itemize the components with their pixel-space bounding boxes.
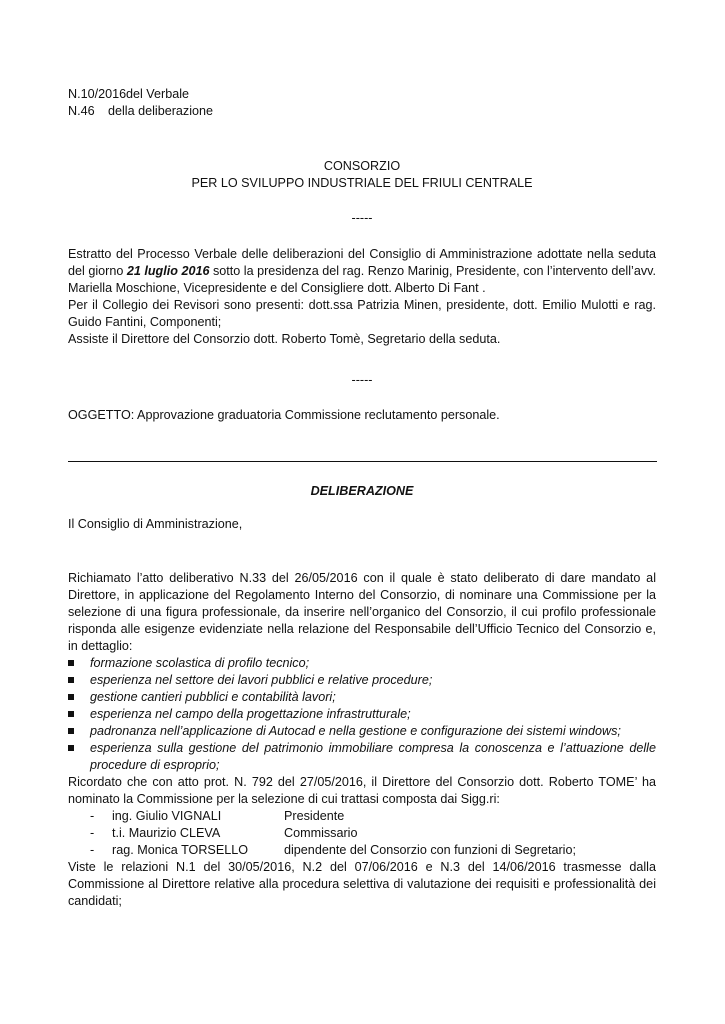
deliberazione-title <box>68 483 656 500</box>
bullet-square-icon <box>68 745 74 751</box>
dash-bullet: - <box>90 809 95 823</box>
member-name: ing. Giulio VIGNALI <box>112 809 222 823</box>
commission-members <box>68 808 656 859</box>
ricordato-paragraph: Ricordato che con atto prot. N. 792 del 27/05/2016, il Direttore del Consorzio dott. Roberto TOME’ ha nominato la Commissione per la selezione di cui trattasi composta dai Sigg.ri: <box>68 775 656 806</box>
member-row <box>68 808 656 825</box>
bullet-square-icon <box>68 711 74 717</box>
meeting-date: 21 luglio 2016 <box>126 264 210 278</box>
title-line-1: CONSORZIO <box>323 159 401 173</box>
separator-1: ----- <box>351 211 373 225</box>
dash-bullet: - <box>90 843 95 857</box>
member-name: rag. Monica TORSELLO <box>112 843 249 857</box>
consortium-title <box>68 158 656 192</box>
intro-text-b: sotto la presidenza del rag. Renzo Marinig, Presidente, con l’intervento dell’avv. Mariella Moschione, Vicepresidente e del Consigliere dott. Alberto Di Fant . <box>68 264 656 295</box>
list-item: padronanza nell’applicazione di Autocad e nella gestione e configurazione dei sistemi windows; <box>68 723 656 740</box>
title-line-2: PER LO SVILUPPO INDUSTRIALE DEL FRIULI CENTRALE <box>191 176 533 190</box>
member-row <box>68 825 656 842</box>
separator-2: ----- <box>351 373 373 387</box>
richiamato-paragraph: Richiamato l’atto deliberativo N.33 del 26/05/2016 con il quale è stato deliberato di dare mandato al Direttore, in applicazione del Regolamento Interno del Consorzio, di nominare una Commissione per la selezione di una figura professionale, da inserire nell’organico del Consorzio, il cui profilo professionale risponda alle esigenze evidenziate nella relazione del Responsabile dell’Ufficio Tecnico del Consorzio e, in dettaglio: <box>68 571 656 653</box>
deliberazione-heading: DELIBERAZIONE <box>310 484 414 498</box>
intro-section <box>68 246 656 348</box>
member-role: Presidente <box>284 809 345 823</box>
horizontal-rule <box>68 461 657 462</box>
main-body <box>68 570 656 910</box>
oggetto-line: OGGETTO: Approvazione graduatoria Commissione reclutamento personale. <box>68 408 500 422</box>
viste-paragraph: Viste le relazioni N.1 del 30/05/2016, N.2 del 07/06/2016 e N.3 del 14/06/2016 trasmesse dalla Commissione al Direttore relative alla procedura selettiva di valutazione dei requisiti e professionalità dei candidati; <box>68 860 656 908</box>
verbale-label: del Verbale <box>126 87 190 101</box>
requirements-list <box>68 655 656 774</box>
member-name: t.i. Maurizio CLEVA <box>112 826 221 840</box>
verbale-number: N.10/2016 <box>68 87 127 101</box>
list-item: esperienza nel settore dei lavori pubblici e relative procedure; <box>68 672 656 689</box>
delib-label: della deliberazione <box>108 104 214 118</box>
bullet-square-icon <box>68 694 74 700</box>
member-role: dipendente del Consorzio con funzioni di Segretario; <box>284 843 576 857</box>
member-role: Commissario <box>284 826 358 840</box>
bullet-square-icon <box>68 728 74 734</box>
bullet-square-icon <box>68 677 74 683</box>
delib-number: N.46 <box>68 104 95 118</box>
document-header <box>68 86 656 120</box>
member-row <box>68 842 656 859</box>
consiglio-line: Il Consiglio di Amministrazione, <box>68 517 243 531</box>
list-item: gestione cantieri pubblici e contabilità lavori; <box>68 689 656 706</box>
list-item: esperienza nel campo della progettazione infrastrutturale; <box>68 706 656 723</box>
bullet-square-icon <box>68 660 74 666</box>
list-item: formazione scolastica di profilo tecnico; <box>68 655 656 672</box>
dash-bullet: - <box>90 826 95 840</box>
list-item: esperienza sulla gestione del patrimonio immobiliare compresa la conoscenza e l’attuazione delle procedure di esproprio; <box>68 740 656 774</box>
intro-paragraph-3: Assiste il Direttore del Consorzio dott. Roberto Tomè, Segretario della seduta. <box>68 332 501 346</box>
intro-paragraph-2: Per il Collegio dei Revisori sono presenti: dott.ssa Patrizia Minen, presidente, dott. Emilio Mulotti e rag. Guido Fantini, Componenti; <box>68 298 656 329</box>
intro-paragraph-1 <box>68 246 656 297</box>
intro-text-a: Estratto del Processo Verbale delle deliberazioni del Consiglio di Amministrazione adottate nella seduta del giorno <box>68 247 656 278</box>
